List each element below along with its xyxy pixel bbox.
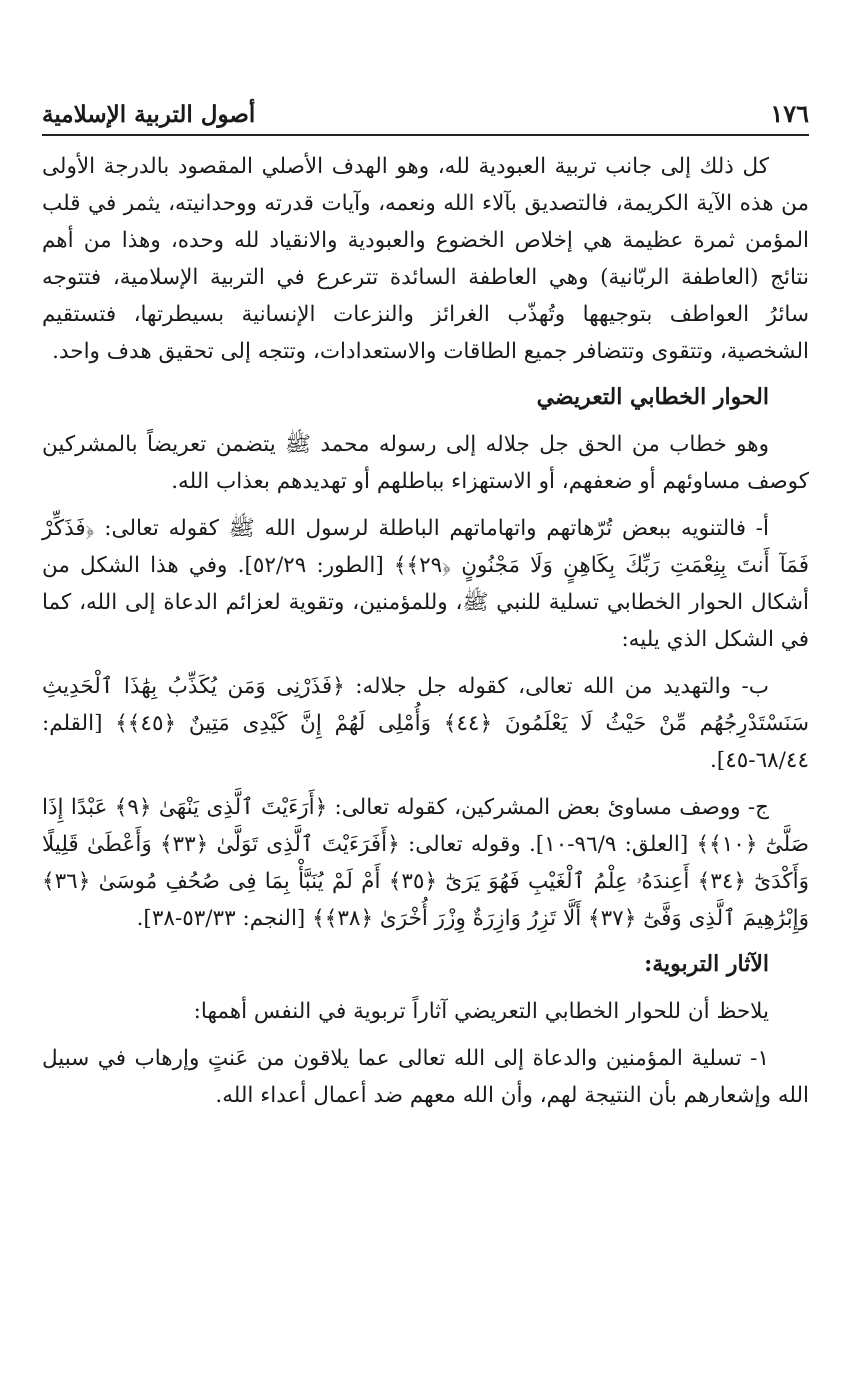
paragraph-text: كل ذلك إلى جانب تربية العبودية لله، وهو الهدف الأصلي المقصود بالدرجة الأولى من هذه الآية الكريمة، فالتصديق بآلاء الله ونعمه، وآيات قدرته ووحدانيته، يثمر في قلب المؤمن ثمرة عظيمة هي إخلاص الخضوع والعبودية والانقياد لله وحده، وهذا من أهم نتائج (العاطفة الربّانية) وهي العاطفة السائدة تترعرع في التربية الإسلامية، فتتوجه سائرُ العواطف بتوجيهها وتُهذّب الغرائز والنزعات الإنسانية بسيطرتها، فتستقيم الشخصية، وتتقوى وتتضافر جميع الطاقات والاستعدادات، وتتجه إلى تحقيق هدف واحد. (42, 154, 809, 364)
section-heading-rhetorical-dialogue: الحوار الخطابي التعريضي (536, 384, 769, 410)
paragraph-4 (42, 668, 809, 779)
page-header (42, 84, 809, 134)
paragraph-2 (42, 426, 809, 500)
paragraph-5 (42, 789, 809, 937)
paragraph-3 (42, 510, 809, 658)
running-title: أصول التربية الإسلامية (42, 101, 256, 128)
paragraph-6 (42, 993, 809, 1030)
header-rule (42, 134, 809, 136)
page-number: ١٧٦ (770, 99, 809, 128)
book-page (42, 84, 809, 1385)
paragraph-text: أ- فالتنويه ببعض تُرّهاتهم واتهاماتهم الباطلة لرسول الله ﷺ كقوله تعالى: ﴿فَذَكِّرْ فَمَآ أَنتَ بِنِعْمَتِ رَبِّكَ بِكَاهِنٍ وَلَا مَجْنُونٍ ﴿٢٩﴾﴾ [الطور: ٥٢/٢٩]. وفي هذا الشكل من أشكال الحوار الخطابي تسلية للنبي ﷺ، وللمؤمنين، وتقوية لعزائم الدعاة إلى الله، كما في الشكل الذي يليه: (42, 516, 809, 652)
paragraph-text: وهو خطاب من الحق جل جلاله إلى رسوله محمد ﷺ يتضمن تعريضاً بالمشركين كوصف مساوئهم أو ضعفهم، أو الاستهزاء بباطلهم أو تهديدهم بعذاب الله. (42, 432, 809, 494)
paragraph-7 (42, 1040, 809, 1114)
paragraph-text: ب- والتهديد من الله تعالى، كقوله جل جلاله: ﴿فَذَرْنِى وَمَن يُكَذِّبُ بِهَٰذَا ٱلْحَدِيثِ سَنَسْتَدْرِجُهُم مِّنْ حَيْثُ لَا يَعْلَمُونَ ﴿٤٤﴾ وَأُمْلِى لَهُمْ إِنَّ كَيْدِى مَتِينٌ ﴿٤٥﴾﴾ [القلم: ٦٨/٤٤-٤٥]. (42, 674, 809, 773)
section-heading-educational-effects: الآثار التربوية: (644, 951, 769, 977)
paragraph-text: ج- ووصف مساوئ بعض المشركين، كقوله تعالى: ﴿أَرَءَيْتَ ٱلَّذِى يَنْهَىٰ ﴿٩﴾ عَبْدًا إِذَا صَلَّىٰٓ ﴿١٠﴾﴾ [العلق: ٩٦/٩-١٠]. وقوله تعالى: ﴿أَفَرَءَيْتَ ٱلَّذِى تَوَلَّىٰ ﴿٣٣﴾ وَأَعْطَىٰ قَلِيلًا وَأَكْدَىٰٓ ﴿٣٤﴾ أَعِندَهُۥ عِلْمُ ٱلْغَيْبِ فَهُوَ يَرَىٰٓ ﴿٣٥﴾ أَمْ لَمْ يُنَبَّأْ بِمَا فِى صُحُفِ مُوسَىٰ ﴿٣٦﴾ وَإِبْرَٰهِيمَ ٱلَّذِى وَفَّىٰٓ ﴿٣٧﴾ أَلَّا تَزِرُ وَازِرَةٌ وِزْرَ أُخْرَىٰ ﴿٣٨﴾﴾ [النجم: ٥٣/٣٣-٣٨]. (42, 795, 810, 931)
paragraph-text: ١- تسلية المؤمنين والدعاة إلى الله تعالى عما يلاقون من عَنتٍ وإرهاب في سبيل الله وإشعارهم بأن النتيجة لهم، وأن الله معهم ضد أعمال أعداء الله. (42, 1046, 809, 1108)
paragraph-text: يلاحظ أن للحوار الخطابي التعريضي آثاراً تربوية في النفس أهمها: (193, 999, 769, 1024)
paragraph-1 (42, 148, 809, 370)
